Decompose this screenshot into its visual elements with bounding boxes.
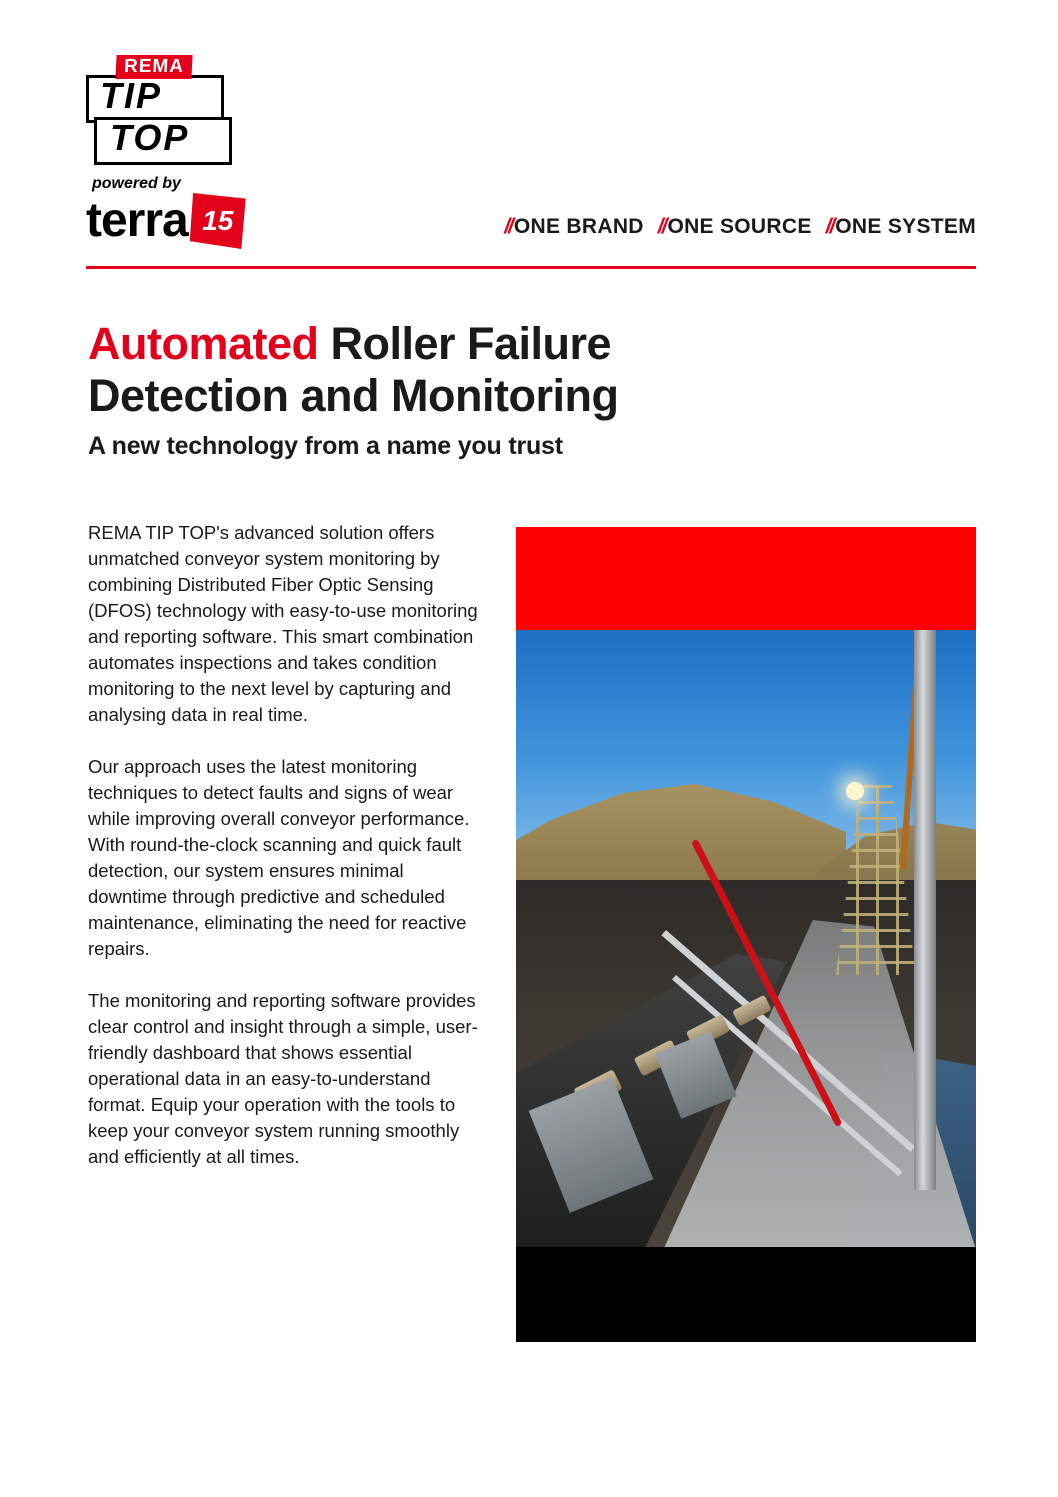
terra-number-badge [190, 193, 246, 249]
title-accent-word: Automated [88, 318, 319, 369]
body-paragraph: The monitoring and reporting software provides clear control and insight through a simple, user-friendly dashboard that shows essential operational data in an easy-to-understand format. Equip your operation with the tools to keep your conveyor system running smoothly and efficiently at all times. [88, 990, 478, 1167]
conveyor-photo [516, 630, 976, 1247]
terra-number: 15 [202, 205, 234, 236]
powered-by-label: powered by [92, 175, 181, 192]
slash-icon: // [504, 215, 512, 238]
top-wordmark: TOP [110, 117, 190, 158]
header-divider [86, 266, 976, 269]
page-header [0, 0, 1058, 275]
slash-icon: // [825, 215, 834, 238]
tagline-part-3: ONE SYSTEM [835, 215, 976, 238]
feature-image-panel [516, 527, 976, 1342]
rema-wordmark: REMA [115, 55, 192, 79]
body-paragraph: Our approach uses the latest monitoring techniques to detect faults and signs of wear while improving overall conveyor performance. With round-the-clock scanning and quick fault detection, our system ensures minimal downtime through predictive and scheduled maintenance, eliminating the need for reactive repairs. [88, 756, 470, 959]
tagline-part-2: ONE SOURCE [667, 215, 812, 238]
slash-icon: // [657, 215, 666, 238]
brand-logo [86, 55, 286, 247]
image-bottom-black-band [516, 1247, 976, 1342]
header-tagline [504, 215, 976, 239]
body-paragraph: REMA TIP TOP's advanced solution offers unmatched conveyor system monitoring by combining Distributed Fiber Optic Sensing (DFOS) technology with easy-to-use monitoring and reporting software. This smart combination automates inspections and takes condition monitoring to the next level by capturing and analysing data in real time. [88, 522, 478, 725]
photo-support-pole [914, 630, 936, 1190]
title-block [88, 318, 888, 462]
title-line1-rest: Roller Failure [318, 318, 612, 369]
tagline-part-1: ONE BRAND [513, 215, 644, 238]
body-text-column [88, 520, 480, 1196]
rema-tip-top-logo [86, 55, 226, 170]
photo-sun-glare [846, 782, 864, 800]
tip-wordmark: TIP [100, 75, 163, 116]
title-line2: Detection and Monitoring [88, 370, 619, 421]
terra-wordmark: terra [86, 194, 188, 247]
terra15-logo [86, 194, 246, 249]
page-subtitle: A new technology from a name you trust [88, 432, 563, 460]
image-top-red-band [516, 527, 976, 630]
page-title [88, 318, 888, 422]
